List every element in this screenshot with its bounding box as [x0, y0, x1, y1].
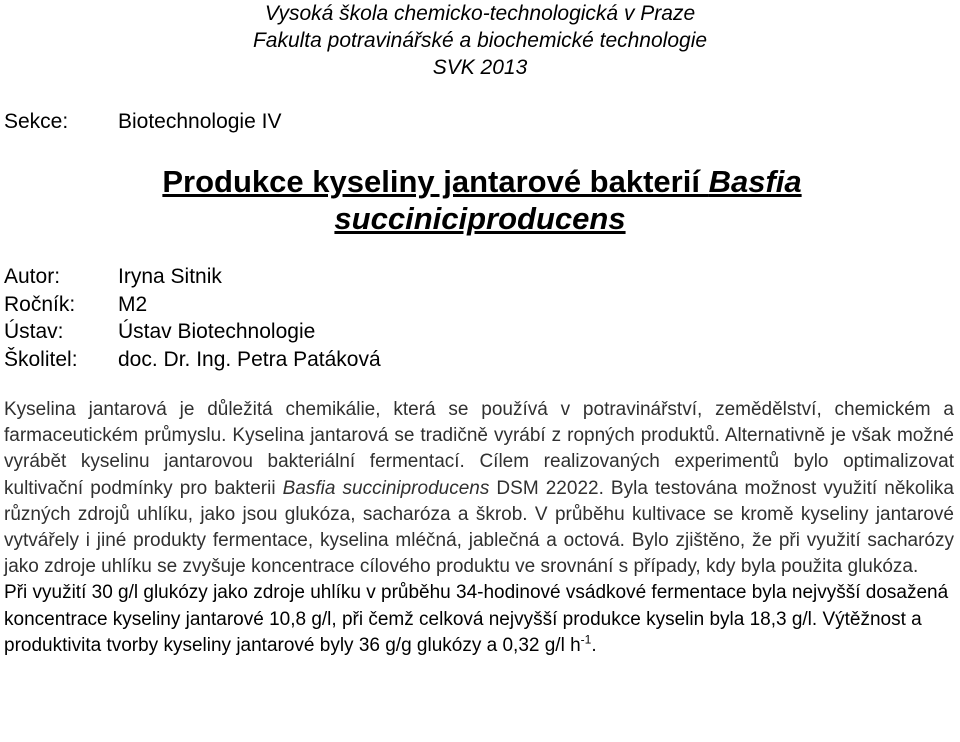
university-name: Vysoká škola chemicko-technologická v Praze	[264, 2, 696, 25]
supervisor-value: doc. Dr. Ing. Petra Patáková	[118, 347, 381, 371]
title-genus: Basfia	[708, 164, 802, 199]
section-row	[4, 108, 281, 135]
institute-value: Ústav Biotechnologie	[118, 320, 316, 344]
abstract-p2-end: .	[591, 634, 597, 656]
author-info	[4, 263, 381, 373]
year-row	[4, 291, 381, 319]
author-row	[4, 263, 381, 291]
title-line-1	[2, 163, 960, 200]
abstract	[4, 397, 954, 659]
supervisor-row	[4, 346, 381, 374]
title-text: Produkce kyseliny jantarové bakterií	[162, 164, 709, 199]
faculty-name: Fakulta potravinářské a biochemické technologie	[252, 29, 708, 52]
abstract-paragraph-2	[4, 580, 954, 659]
year-label: Ročník:	[4, 292, 76, 316]
abstract-organism: Basfia succiniproducens	[282, 477, 490, 499]
title-species: succiniciproducens	[334, 201, 626, 236]
abstract-p1-text: Kyselina jantarová je důležitá chemikálie, která se používá v potravinářství, zemědělství, chemickém a farmaceutickém průmyslu. Kyselina jantarová se tradičně vyrábí z ropných produktů. Alternativně je však možné vyrábět kyselinu jantarovou bakteriální fermentací. Cílem realizovaných experimentů bylo optimalizovat kultivační podmínky pro bakterii	[4, 399, 954, 499]
abstract-p1-text-continued: DSM 22022. Byla testována možnost využití několika různých zdrojů uhlíku, jako jsou glukóza, sacharóza a škrob. V průběhu kultivace se kromě kyseliny jantarové vytvářely i jiné produkty fermentace, kyselina mléčná, jablečná a octová. Bylo zjištěno, že při využití sacharózy jako zdroje uhlíku se zvyšuje koncentrace cílového produktu ve srovnání s případy, kdy byla použita glukóza.	[4, 477, 954, 578]
abstract-paragraph-1	[4, 397, 954, 580]
institute-label: Ústav:	[4, 320, 64, 344]
year-value: M2	[118, 292, 148, 316]
document-header	[0, 0, 960, 81]
author-label: Autor:	[4, 265, 61, 288]
abstract-p2-text: Při využití 30 g/l glukózy jako zdroje uhlíku v průběhu 34-hodinové vsádkové fermentace byla nejvyšší dosažená koncentrace kyseliny jantarové 10,8 g/l, při čemž celková nejvyšší produkce kyselin byla 18,3 g/l. Výtěžnost a produktivita tvorby kyseliny jantarové byly 36 g/g glukózy a 0,32 g/l h	[4, 582, 949, 656]
section-label: Sekce:	[4, 110, 69, 133]
institute-row	[4, 318, 381, 346]
author-value: Iryna Sitnik	[118, 265, 222, 288]
supervisor-label: Školitel:	[4, 347, 78, 371]
abstract-superscript: -1	[580, 632, 592, 647]
paper-title	[0, 163, 960, 237]
conference-name: SVK 2013	[432, 56, 528, 79]
title-line-2	[0, 200, 960, 237]
section-value: Biotechnologie IV	[118, 110, 282, 133]
